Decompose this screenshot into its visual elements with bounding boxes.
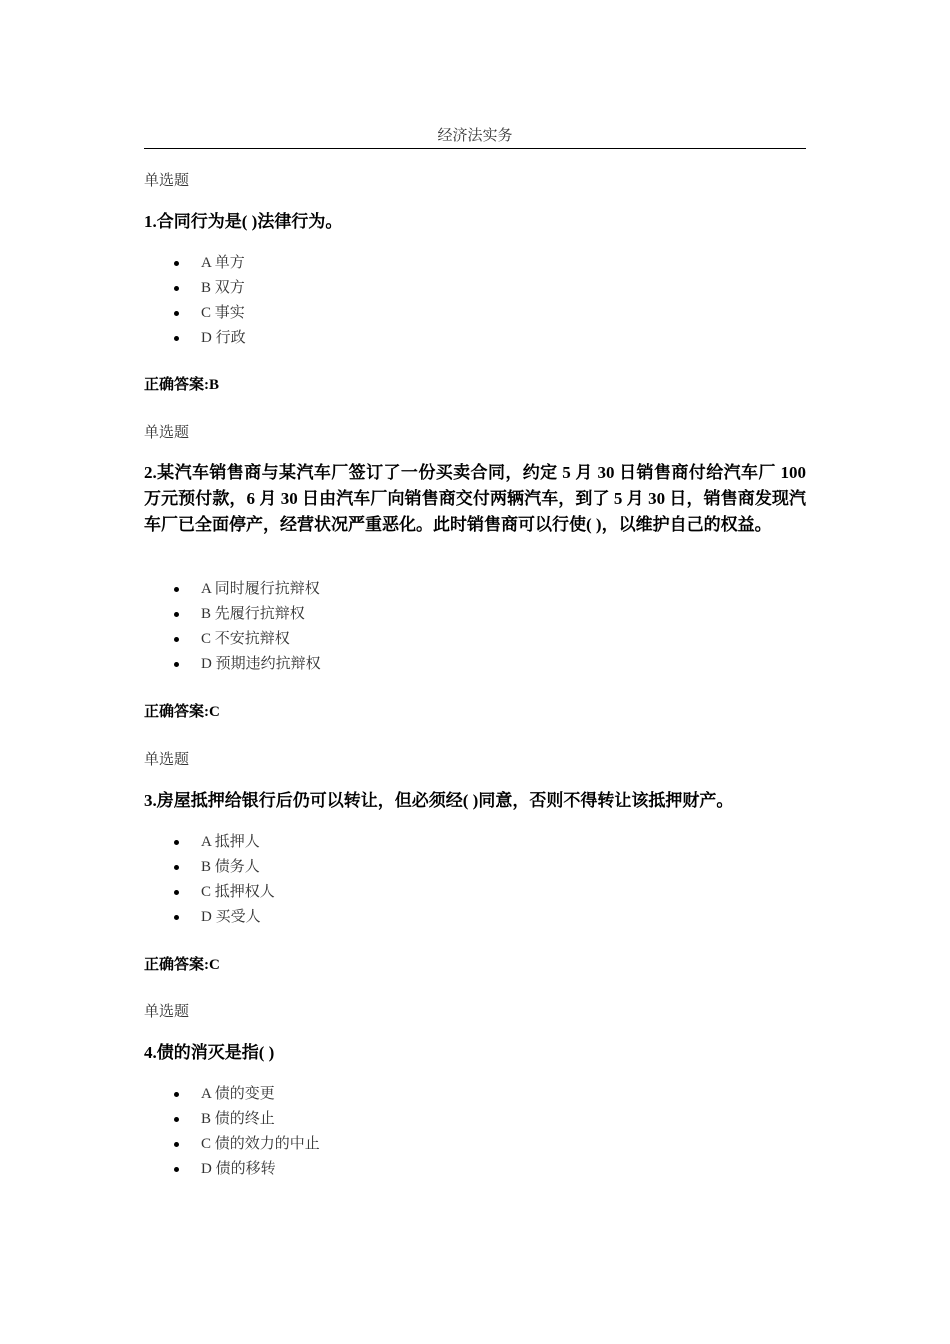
option-list: [144, 251, 806, 351]
option-d: D 债的移转: [144, 1157, 806, 1182]
question-type: 单选题: [144, 173, 190, 189]
question-text: 1.合同行为是( )法律行为。: [144, 212, 343, 231]
question-text: 4.债的消灭是指( ): [144, 1043, 275, 1062]
question-text: 2.某汽车销售商与某汽车厂签订了一份买卖合同，约定 5 月 30 日销售商付给汽车厂 100 万元预付款，6 月 30 日由汽车厂向销售商交付两辆汽车，到了 5 月 30 日，销售商发现汽车厂已全面停产，经营状况严重恶化。此时销售商可以行使( )，以维护自己的权益。: [144, 463, 806, 534]
option-b: B 先履行抗辩权: [144, 602, 806, 627]
option-a: A 单方: [144, 251, 806, 276]
option-b: B 债务人: [144, 855, 806, 880]
option-b: B 双方: [144, 276, 806, 301]
option-c: C 抵押权人: [144, 880, 806, 905]
question-type: 单选题: [144, 425, 190, 441]
document-header: 经济法实务: [144, 126, 806, 149]
option-d: D 买受人: [144, 905, 806, 930]
option-list: [144, 830, 806, 930]
correct-answer: 正确答案:C: [144, 957, 220, 973]
correct-answer: 正确答案:C: [144, 704, 220, 720]
option-list: [144, 1082, 806, 1182]
option-c: C 债的效力的中止: [144, 1132, 806, 1157]
option-b: B 债的终止: [144, 1107, 806, 1132]
option-c: C 不安抗辩权: [144, 627, 806, 652]
correct-answer: 正确答案:B: [144, 377, 220, 393]
option-a: A 抵押人: [144, 830, 806, 855]
question-type: 单选题: [144, 752, 190, 768]
option-a: A 债的变更: [144, 1082, 806, 1107]
document-page: [144, 126, 806, 149]
option-list: [144, 577, 806, 677]
option-a: A 同时履行抗辩权: [144, 577, 806, 602]
question-type: 单选题: [144, 1004, 190, 1020]
option-d: D 行政: [144, 326, 806, 351]
option-d: D 预期违约抗辩权: [144, 652, 806, 677]
question-text: 3.房屋抵押给银行后仍可以转让，但必须经( )同意，否则不得转让该抵押财产。: [144, 791, 734, 810]
option-c: C 事实: [144, 301, 806, 326]
